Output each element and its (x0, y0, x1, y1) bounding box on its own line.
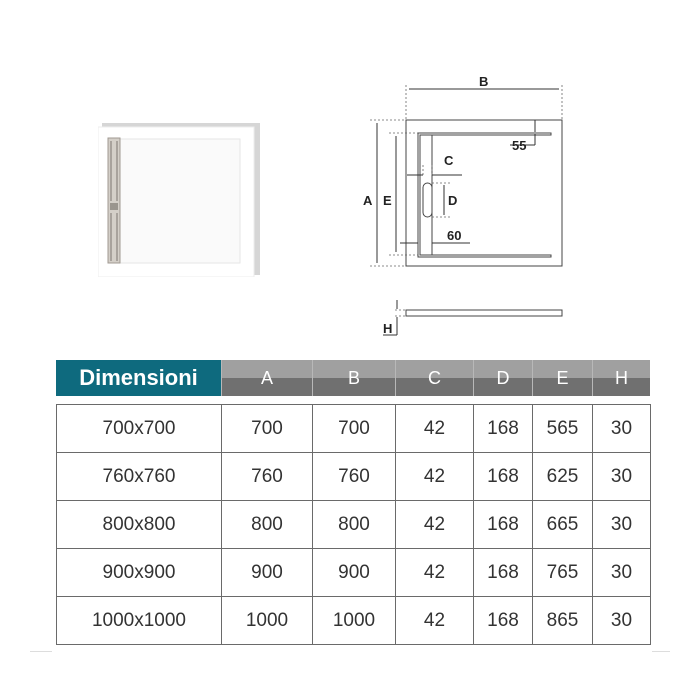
cell-c: 42 (396, 597, 474, 645)
column-header-a: A (221, 360, 312, 396)
svg-text:A: A (363, 193, 373, 208)
cell-e: 865 (533, 597, 593, 645)
divider (30, 651, 52, 652)
cell-h: 30 (593, 597, 651, 645)
dimensions-table (56, 404, 651, 645)
size-cell: 760x760 (57, 453, 222, 501)
table-header (56, 360, 650, 396)
table-title: Dimensioni (56, 360, 221, 396)
cell-e: 665 (533, 501, 593, 549)
cell-e: 625 (533, 453, 593, 501)
technical-drawing (355, 65, 575, 345)
svg-text:C: C (444, 153, 454, 168)
cell-c: 42 (396, 501, 474, 549)
cell-b: 700 (313, 405, 396, 453)
cell-e: 765 (533, 549, 593, 597)
cell-a: 800 (222, 501, 313, 549)
column-header-d: D (473, 360, 532, 396)
cell-h: 30 (593, 549, 651, 597)
cell-a: 760 (222, 453, 313, 501)
cell-c: 42 (396, 405, 474, 453)
cell-d: 168 (474, 501, 533, 549)
cell-d: 168 (474, 597, 533, 645)
size-cell: 900x900 (57, 549, 222, 597)
cell-a: 1000 (222, 597, 313, 645)
table-row (57, 549, 651, 597)
cell-b: 760 (313, 453, 396, 501)
cell-d: 168 (474, 453, 533, 501)
cell-d: 168 (474, 549, 533, 597)
svg-text:E: E (383, 193, 392, 208)
table-row (57, 453, 651, 501)
cell-c: 42 (396, 453, 474, 501)
column-header-h: H (592, 360, 650, 396)
cell-a: 900 (222, 549, 313, 597)
svg-text:60: 60 (447, 228, 462, 243)
cell-b: 800 (313, 501, 396, 549)
cell-h: 30 (593, 501, 651, 549)
cell-b: 1000 (313, 597, 396, 645)
table-row (57, 597, 651, 645)
cell-h: 30 (593, 453, 651, 501)
cell-b: 900 (313, 549, 396, 597)
table-row (57, 501, 651, 549)
cell-a: 700 (222, 405, 313, 453)
cell-d: 168 (474, 405, 533, 453)
table-row (57, 405, 651, 453)
svg-text:H: H (383, 321, 393, 336)
column-header-c: C (395, 360, 473, 396)
cell-c: 42 (396, 549, 474, 597)
svg-text:55: 55 (512, 138, 527, 153)
size-cell: 800x800 (57, 501, 222, 549)
svg-text:B: B (479, 74, 489, 89)
divider (652, 651, 670, 652)
size-cell: 700x700 (57, 405, 222, 453)
shower-tray-photo (98, 121, 260, 277)
cell-h: 30 (593, 405, 651, 453)
column-header-e: E (532, 360, 592, 396)
column-header-b: B (312, 360, 395, 396)
cell-e: 565 (533, 405, 593, 453)
svg-text:D: D (448, 193, 458, 208)
size-cell: 1000x1000 (57, 597, 222, 645)
